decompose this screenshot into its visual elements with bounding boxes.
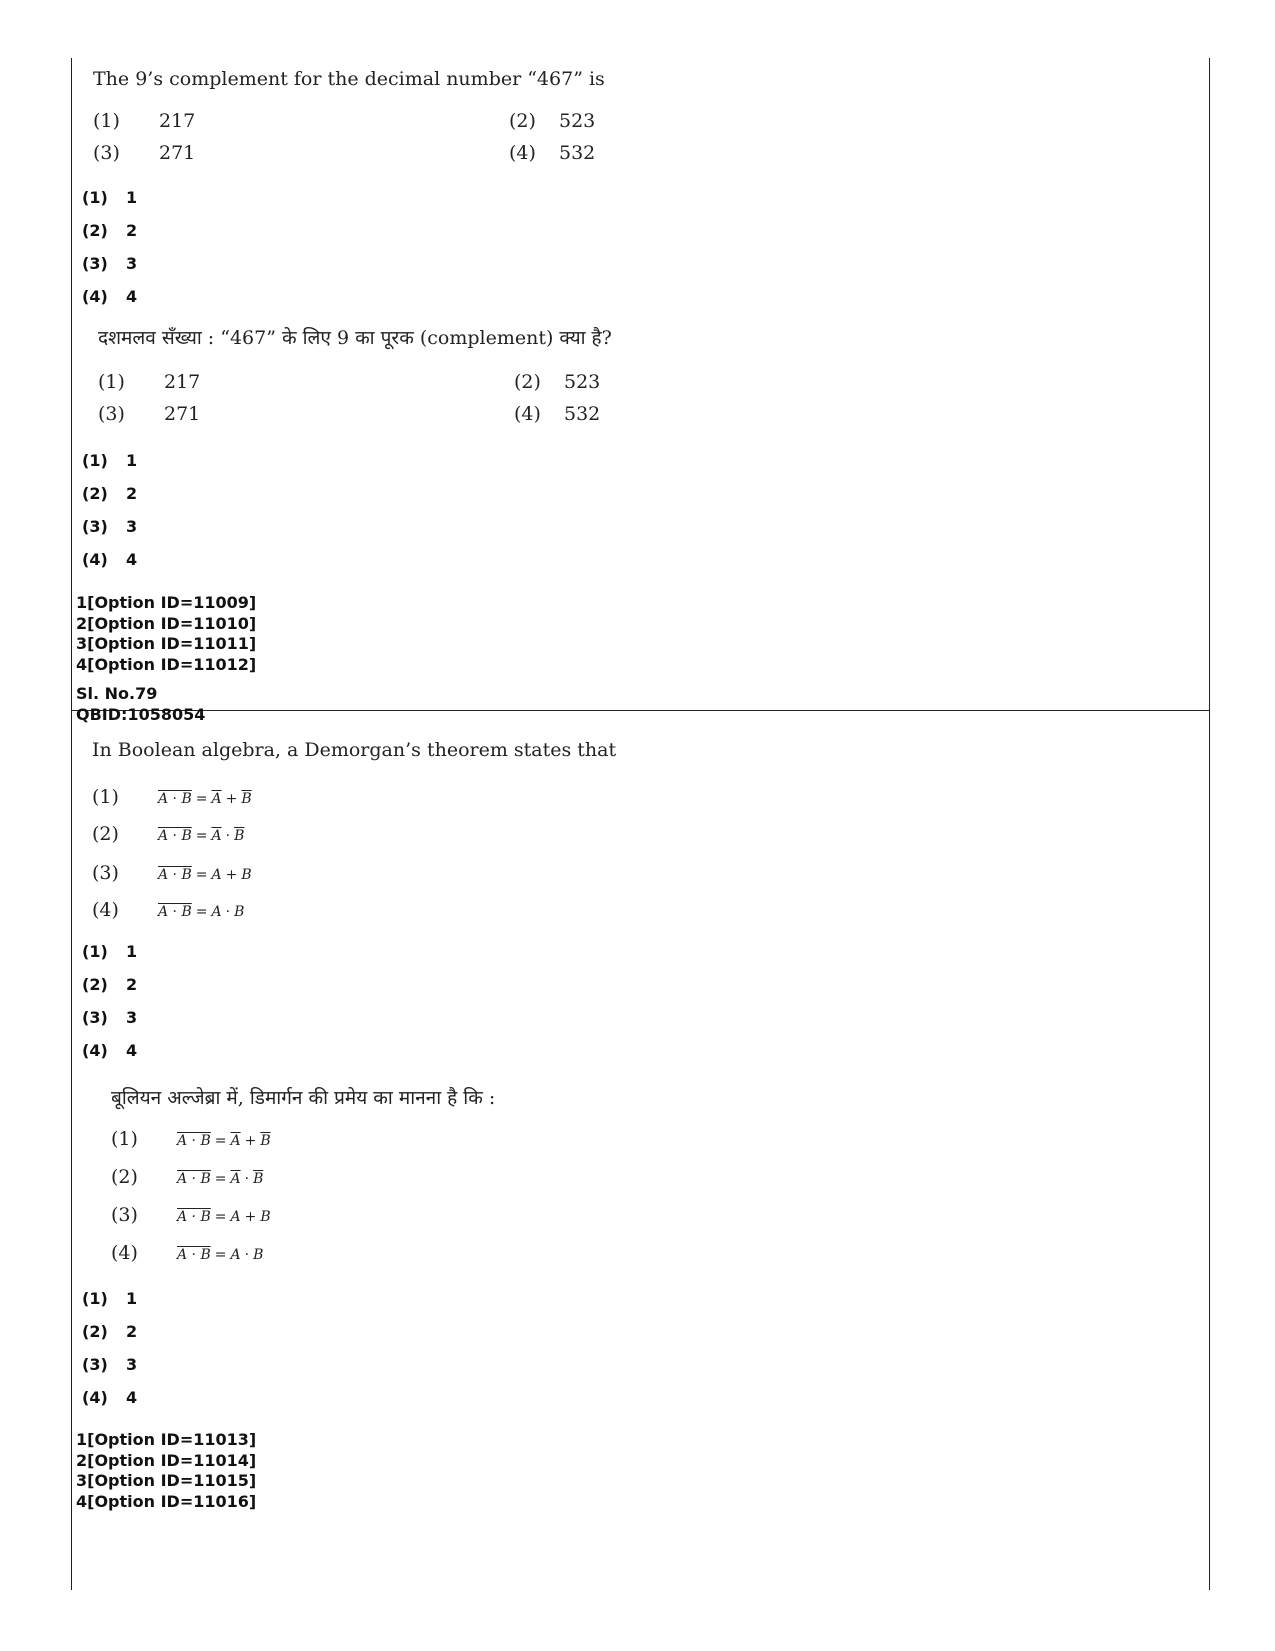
option-number: (2) <box>111 1166 138 1188</box>
question-divider <box>72 710 1209 711</box>
q78-hi-option-3[interactable] <box>98 403 200 425</box>
q79-hi-option-2[interactable] <box>111 1166 263 1188</box>
question-bank-id: QBID:1058054 <box>76 704 206 724</box>
answer-choice[interactable]: (3) 3 <box>82 517 138 536</box>
formula: A · B = A + B <box>177 1209 271 1225</box>
option-number: (1) <box>98 371 125 393</box>
q79-en-option-2[interactable] <box>92 823 244 845</box>
q79-stem-english: In Boolean algebra, a Demorgan’s theorem states that <box>92 739 617 761</box>
answer-choice[interactable]: (4) 4 <box>82 550 138 569</box>
option-value: 532 <box>559 142 596 164</box>
option-id: 1[Option ID=11013] <box>76 1430 257 1449</box>
q79-en-option-3[interactable] <box>92 862 252 884</box>
q78-answer-list-english <box>82 187 137 319</box>
answer-choice[interactable]: (1) 1 <box>82 188 138 207</box>
q79-answer-list-hindi <box>82 1288 137 1420</box>
answer-choice[interactable]: (2) 2 <box>82 484 138 503</box>
option-value: 523 <box>564 371 601 393</box>
answer-choice[interactable]: (2) 2 <box>82 975 138 994</box>
q79-header <box>76 684 205 725</box>
option-id: 4[Option ID=11012] <box>76 654 257 674</box>
q78-option-ids <box>76 593 256 675</box>
q78-hi-option-1[interactable] <box>98 371 200 393</box>
answer-choice[interactable]: (2) 2 <box>82 1322 138 1341</box>
answer-choice[interactable]: (3) 3 <box>82 1008 138 1027</box>
answer-choice[interactable]: (1) 1 <box>82 1289 138 1308</box>
option-value: 271 <box>164 403 201 425</box>
q78-en-option-2[interactable] <box>509 110 595 132</box>
option-number: (4) <box>111 1242 138 1264</box>
q78-en-option-1[interactable] <box>93 110 195 132</box>
q78-hi-option-2[interactable] <box>514 371 600 393</box>
answer-choice[interactable]: (4) 4 <box>82 1041 138 1060</box>
q79-hi-option-1[interactable] <box>111 1128 271 1150</box>
formula: A · B = A · B <box>158 904 245 920</box>
formula: $A \cdot B = \overline{A} \cdot \overline{B}$ <box>177 1171 264 1187</box>
q79-en-option-4[interactable] <box>92 899 244 921</box>
option-number: (1) <box>93 110 120 132</box>
answer-choice[interactable]: (4) 4 <box>82 287 138 306</box>
answer-choice[interactable]: (3) 3 <box>82 1355 138 1374</box>
option-value: 217 <box>164 371 201 393</box>
option-number: (1) <box>111 1128 138 1150</box>
option-id: 2[Option ID=11010] <box>76 613 257 633</box>
q78-hi-option-4[interactable] <box>514 403 600 425</box>
q79-en-option-1[interactable] <box>92 786 252 808</box>
q79-answer-list-english <box>82 941 137 1073</box>
option-number: (2) <box>514 371 541 393</box>
answer-choice[interactable]: (3) 3 <box>82 254 138 273</box>
option-id: 4[Option ID=11016] <box>76 1491 257 1511</box>
option-number: (4) <box>514 403 541 425</box>
q78-stem-hindi: दशमलव सँख्या : “467” के लिए 9 का पूरक (complement) क्या है? <box>98 327 612 349</box>
option-number: (2) <box>92 823 119 845</box>
formula: $A \cdot B = \overline{A} \cdot \overline{B}$ <box>158 828 245 844</box>
option-value: 217 <box>159 110 196 132</box>
q78-stem-english: The 9’s complement for the decimal number “467” is <box>93 68 605 90</box>
q79-hi-option-3[interactable] <box>111 1204 271 1226</box>
q79-stem-hindi: बूलियन अल्जेब्रा में, डिमार्गन की प्रमेय का मानना है कि : <box>111 1087 496 1109</box>
option-id: 3[Option ID=11011] <box>76 634 257 653</box>
option-number: (1) <box>92 786 119 808</box>
q79-option-ids <box>76 1430 256 1512</box>
q78-answer-list-hindi <box>82 450 137 582</box>
option-value: 523 <box>559 110 596 132</box>
option-number: (3) <box>98 403 125 425</box>
answer-choice[interactable]: (2) 2 <box>82 221 138 240</box>
option-id: 2[Option ID=11014] <box>76 1450 257 1470</box>
option-number: (3) <box>111 1204 138 1226</box>
q78-en-option-3[interactable] <box>93 142 195 164</box>
option-number: (4) <box>509 142 536 164</box>
formula: $A \cdot B = \overline{A} + \overline{B}$ <box>177 1133 271 1149</box>
formula: $A \cdot B = \overline{A} + \overline{B}$ <box>158 791 252 807</box>
serial-number: Sl. No.79 <box>76 684 158 703</box>
option-id: 3[Option ID=11015] <box>76 1471 257 1490</box>
q79-hi-option-4[interactable] <box>111 1242 263 1264</box>
formula: A · B = A + B <box>158 867 252 883</box>
answer-choice[interactable]: (4) 4 <box>82 1388 138 1407</box>
option-value: 271 <box>159 142 196 164</box>
option-number: (3) <box>92 862 119 884</box>
option-id: 1[Option ID=11009] <box>76 593 257 612</box>
q78-en-option-4[interactable] <box>509 142 595 164</box>
option-number: (3) <box>93 142 120 164</box>
answer-choice[interactable]: (1) 1 <box>82 942 138 961</box>
option-number: (4) <box>92 899 119 921</box>
formula: A · B = A · B <box>177 1247 264 1263</box>
option-number: (2) <box>509 110 536 132</box>
option-value: 532 <box>564 403 601 425</box>
answer-choice[interactable]: (1) 1 <box>82 451 138 470</box>
